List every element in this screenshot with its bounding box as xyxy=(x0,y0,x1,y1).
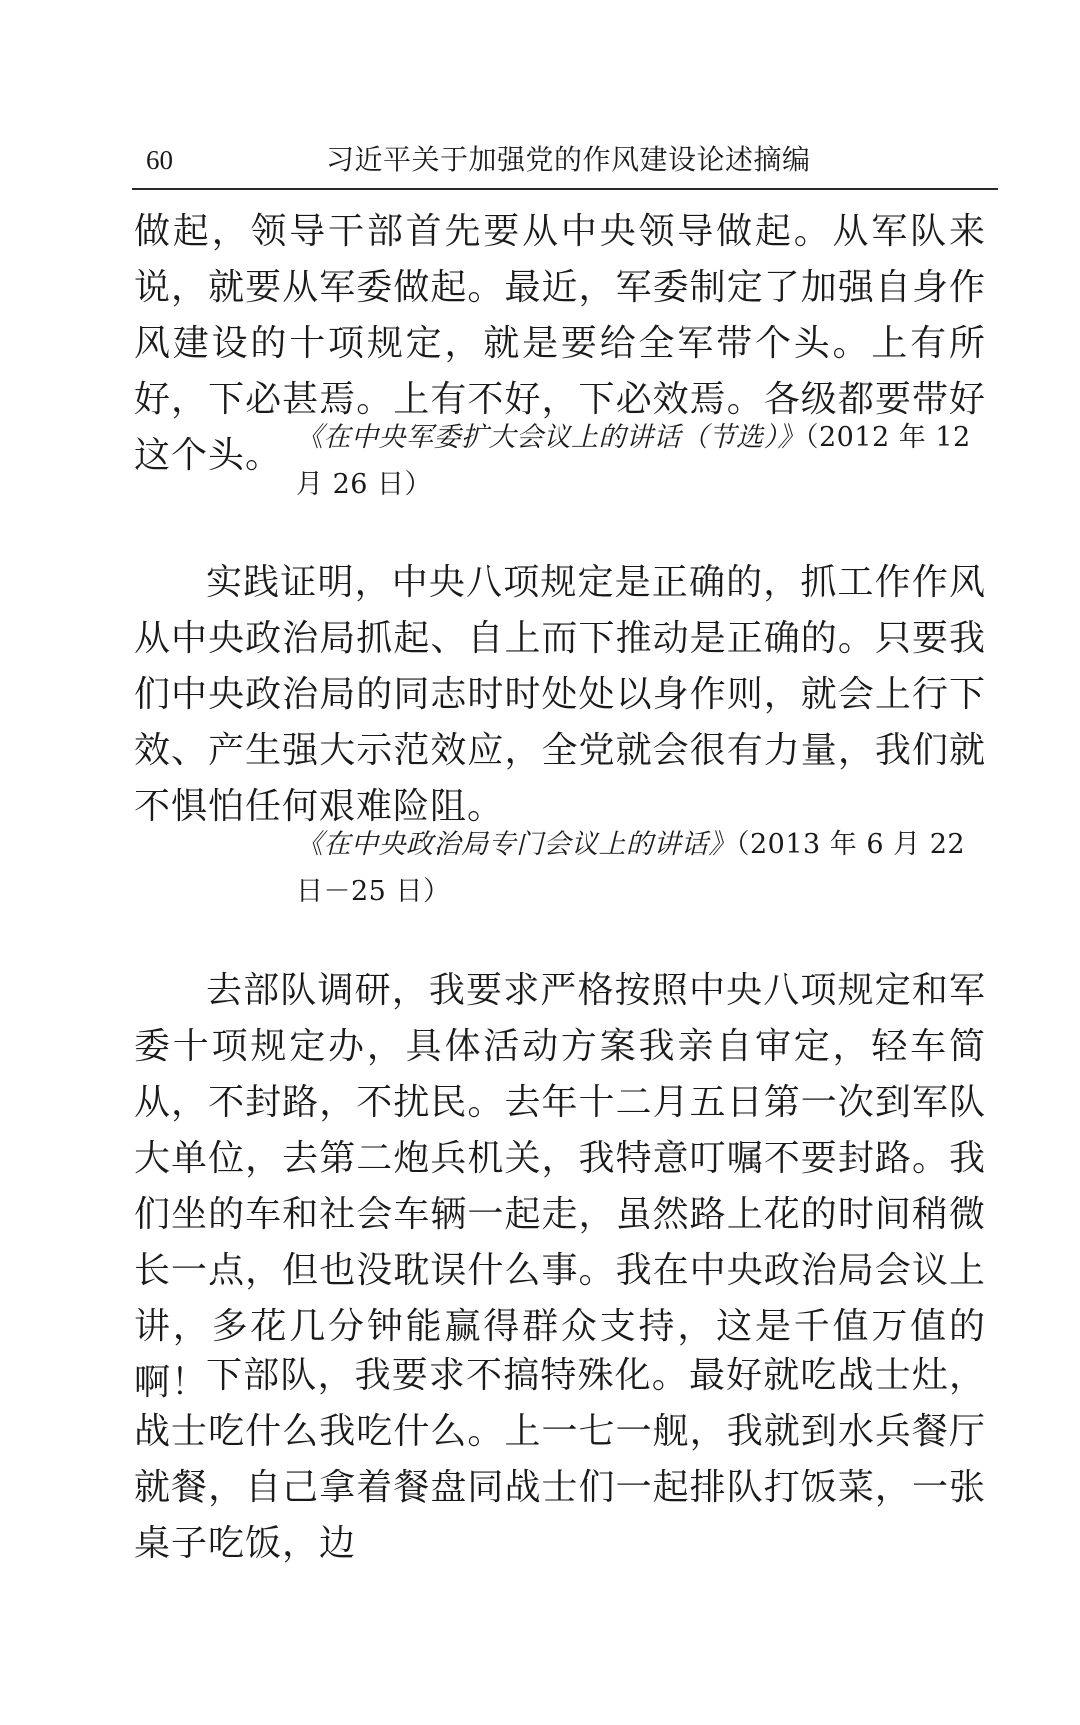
page-number: 60 xyxy=(146,145,173,175)
paragraph-1: 做起，领导干部首先要从中央领导做起。从军队来说，就要从军委做起。最近，军委制定了加强自身作风建设的十项规定，就是要给全军带个头。上有所好，下必甚焉。上有不好，下必效焉。各级都要带好这个头。 xyxy=(134,211,986,476)
citation-2 xyxy=(296,821,986,915)
paragraph-3: 去部队调研，我要求严格按照中央八项规定和军委十项规定办，具体活动方案我亲自审定，轻车简从，不封路，不扰民。去年十二月五日第一次到军队大单位，去第二炮兵机关，我特意叮嘱不要封路。我们坐的车和社会车辆一起走，虽然路上花的时间稍微长一点，但也没耽误什么事。我在中央政治局会议上讲，多花几分钟能赢得群众支持，这是千值万值的啊！ xyxy=(134,970,986,1403)
paragraph-2: 实践证明，中央八项规定是正确的，抓工作作风从中央政治局抓起、自上而下推动是正确的。只要我们中央政治局的同志时时处处以身作则，就会上行下效、产生强大示范效应，全党就会很有力量，我们就不惧怕任何艰难险阻。 xyxy=(134,562,986,827)
header-rule xyxy=(132,188,998,190)
running-header xyxy=(146,138,992,182)
running-title: 习近平关于加强党的作风建设论述摘编 xyxy=(326,143,811,176)
paragraph-4: 下部队，我要求不搞特殊化。最好就吃战士灶，战士吃什么我吃什么。上一七一舰，我就到水兵餐厅就餐，自己拿着餐盘同战士们一起排队打饭菜，一张桌子吃饭，边 xyxy=(134,1355,986,1564)
citation-1 xyxy=(296,414,986,508)
citation-1-date: （2012 年 12 月 26 日） xyxy=(296,422,971,500)
citation-2-title: 《在中央政治局专门会议上的讲话》 xyxy=(296,829,736,860)
citation-1-title: 《在中央军委扩大会议上的讲话（节选）》 xyxy=(296,422,805,453)
citation-2-date: （2013 年 6 月 22 日－25 日） xyxy=(296,829,966,907)
